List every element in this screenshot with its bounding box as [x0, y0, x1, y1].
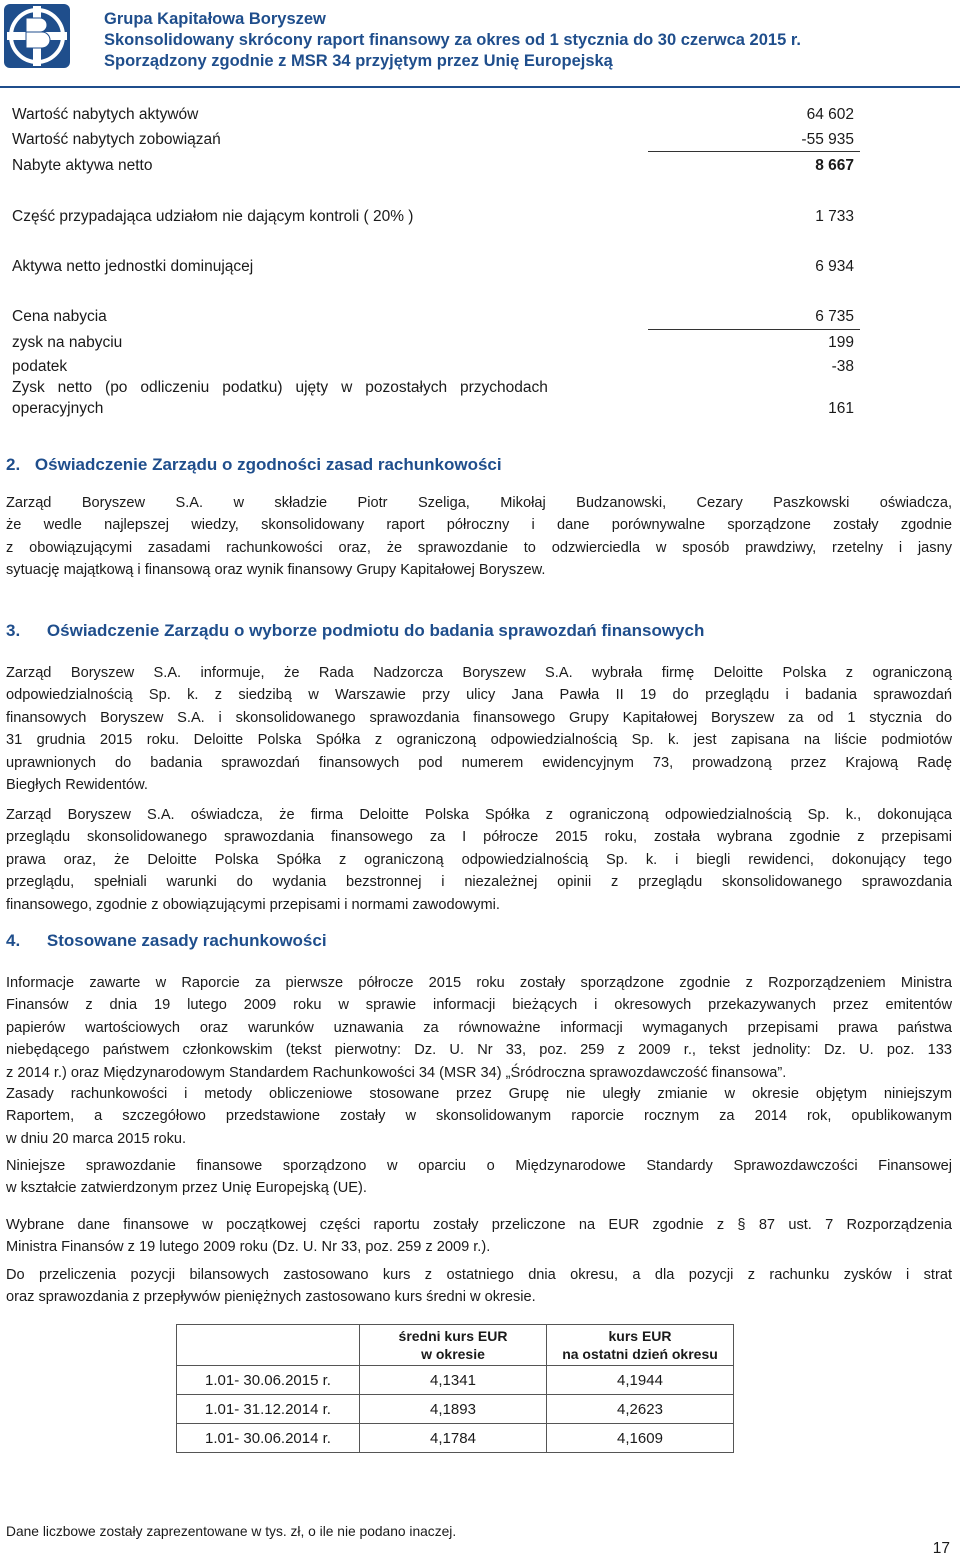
table-header-row: [177, 1325, 734, 1366]
acq-liabilities-label: Wartość nabytych zobowiązań: [12, 131, 221, 148]
header-line: średni kurs EUR: [398, 1328, 508, 1344]
text-line: z 2014 r.) oraz Międzynarodowym Standardem Rachunkowości 34 (MSR 34) „Śródroczna sprawozdawczość finansowa”.: [6, 1064, 787, 1081]
text-line: w kształcie zatwierdzonym przez Unię Europejską (UE).: [6, 1180, 367, 1197]
report-standard: Sporządzony zgodnie z MSR 34 przyjętym przez Unię Europejską: [104, 52, 613, 70]
table-row: [177, 1366, 734, 1395]
text-line: Ministra Finansów z 19 lutego 2009 roku (Dz. U. Nr 33, poz. 259 z 2009 r.).: [6, 1239, 491, 1256]
section-4-paragraph-3: [6, 1155, 952, 1200]
table-header-empty: [177, 1325, 360, 1366]
end-rate-cell: 4,1609: [547, 1424, 734, 1453]
acq-tax-row: [12, 357, 860, 377]
text-line: przeglądu, spełniali warunki do wydania bezstronnej i niezależnej opinii z przeglądu skonsolidowanego sprawozdania: [6, 874, 952, 891]
acq-parent-row: [12, 257, 860, 277]
text-line: Zarząd Boryszew S.A. informuje, że Rada Nadzorcza Boryszew S.A. wybrała firmę Deloitte Polska z ograniczoną: [6, 665, 952, 681]
acq-net-row: [12, 156, 860, 176]
acq-netgain-value: 161: [828, 400, 854, 417]
text-line: finansowego, zgodnie z obowiązującymi przepisami i normami zawodowymi.: [6, 896, 500, 913]
end-rate-cell: 4,2623: [547, 1395, 734, 1424]
period-cell: 1.01- 30.06.2015 r.: [177, 1366, 360, 1395]
avg-rate-cell: 4,1341: [360, 1366, 547, 1395]
text-line: Wybrane dane finansowe w początkowej części raportu zostały przeliczone na EUR zgodnie z § 87 ust. 7 Rozporządzenia: [6, 1217, 952, 1233]
boryszew-logo: [4, 4, 70, 68]
section-title: Oświadczenie Zarządu o wyborze podmiotu do badania sprawozdań finansowych: [46, 621, 705, 640]
page-number: 17: [932, 1540, 950, 1557]
text-line: niebędącego państwem członkowskim (tekst pierwotny: Dz. U. Nr 33, poz. 259 z 2009 r., tekst jednolity: Dz. U. poz. 133: [6, 1042, 952, 1059]
table-header-end: [547, 1325, 734, 1366]
acq-gain-value: 199: [828, 334, 854, 351]
text-line: finansowych Boryszew S.A. i skonsolidowanego sprawozdania finansowego Grupy Kapitałowej Boryszew za od 1 stycznia do: [6, 709, 952, 726]
acq-netgain-label: operacyjnych: [12, 400, 104, 417]
section-number: 2.: [6, 455, 21, 474]
section-4-heading: [6, 931, 327, 951]
header-line: na ostatni dzień okresu: [562, 1346, 718, 1362]
text-line: w dniu 20 marca 2015 roku.: [6, 1130, 187, 1147]
section-3-paragraph-1: [6, 662, 952, 796]
sum-line: [648, 329, 860, 330]
text-line: uprawnionych do badania sprawozdań finansowych pod numerem ewidencyjnym 73, prowadzoną przez Krajową Radę: [6, 754, 952, 771]
text-line: Finansów z dnia 19 lutego 2009 roku w sprawie informacji bieżących i okresowych przekazywanych przez emitentów: [6, 997, 952, 1014]
text-line: Niniejsze sprawozdanie finansowe sporządzono w oparciu o Międzynarodowe Standardy Sprawozdawczości Finansowej: [6, 1158, 952, 1174]
section-4-paragraph-1: [6, 972, 952, 1084]
text-line: Informacje zawarte w Raporcie za pierwsze półrocze 2015 roku zostały sporządzone zgodnie z Rozporządzeniem Ministra: [6, 975, 952, 991]
section-4-paragraph-4: [6, 1214, 952, 1259]
table-header-avg: [360, 1325, 547, 1366]
acq-netgain-row: [12, 399, 860, 419]
text-line: Do przeliczenia pozycji bilansowych zastosowano kurs z ostatniego dnia okresu, a dla pozycji z rachunku zysków i strat: [6, 1267, 952, 1283]
section-4-paragraph-5: [6, 1264, 952, 1309]
acq-liabilities-value: -55 935: [801, 131, 854, 148]
acq-netgain-line1: Zysk netto (po odliczeniu podatku) ujęty w pozostałych przychodach: [12, 379, 548, 396]
acq-price-label: Cena nabycia: [12, 308, 107, 325]
section-title: Stosowane zasady rachunkowości: [46, 931, 327, 950]
section-2-heading: [6, 455, 502, 475]
acq-nci-value: 1 733: [815, 208, 854, 225]
end-rate-cell: 4,1944: [547, 1366, 734, 1395]
section-3-paragraph-2: [6, 804, 952, 916]
text-line: z obowiązującymi zasadami rachunkowości oraz, że sprawozdanie to odzwierciedla w sposób prawdziwy, rzetelny i jasny: [6, 539, 952, 556]
table-row: [177, 1395, 734, 1424]
text-line: sytuację majątkową i finansową oraz wynik finansowy Grupy Kapitałowej Boryszew.: [6, 562, 546, 579]
header-line: kurs EUR: [608, 1328, 672, 1344]
text-line: przeglądu skonsolidowanego sprawozdania finansowego za I półrocze 2015 roku, została wybrana zgodnie z przepisami: [6, 829, 952, 846]
acq-assets-label: Wartość nabytych aktywów: [12, 106, 199, 123]
text-line: Raportem, a szczegółowo przedstawione zostały w skonsolidowanym raporcie rocznym za 2014 rok, opublikowanym: [6, 1108, 952, 1125]
acq-parent-label: Aktywa netto jednostki dominującej: [12, 258, 254, 275]
acq-nci-label: Część przypadająca udziałom nie dającym kontroli ( 20% ): [12, 208, 414, 225]
text-line: 31 grudnia 2015 roku. Deloitte Polska Spółka z ograniczoną odpowiedzialnością Sp. k. jest zapisana na liście podmiotów: [6, 732, 952, 749]
text-line: oraz sprawozdania z przepływów pieniężnych zastosowano kurs średni w okresie.: [6, 1289, 536, 1306]
section-3-heading: [6, 621, 704, 641]
sum-line: [648, 151, 860, 152]
header-divider: [0, 86, 960, 88]
acq-parent-value: 6 934: [815, 258, 854, 275]
acq-net-value: 8 667: [815, 157, 854, 174]
report-title: Skonsolidowany skrócony raport finansowy za okres od 1 stycznia do 30 czerwca 2015 r.: [104, 31, 801, 49]
acq-assets-value: 64 602: [806, 106, 854, 123]
period-cell: 1.01- 30.06.2014 r.: [177, 1424, 360, 1453]
acq-gain-label: zysk na nabyciu: [12, 334, 123, 351]
text-line: że wedle najlepszej wiedzy, skonsolidowany raport półroczny i dane porównywalne sporządzone zostały zgodnie: [6, 517, 952, 534]
table-row: [177, 1424, 734, 1453]
text-line: papierów wartościowych oraz warunków uznawania za równoważne informacji wymaganych przepisami prawa państwa: [6, 1019, 952, 1036]
text-line: odpowiedzialnością Sp. k. z siedzibą w Warszawie przy ulicy Jana Pawła II 19 do przeglądu i badania sprawozdań: [6, 687, 952, 704]
acq-assets-row: [12, 105, 860, 125]
eur-rates-table: [176, 1324, 734, 1453]
text-line: Zasady rachunkowości i metody obliczeniowe stosowane przez Grupę nie uległy zmianie w okresie objętym niniejszym: [6, 1086, 952, 1102]
footer-note: Dane liczbowe zostały zaprezentowane w tys. zł, o ile nie podano inaczej.: [6, 1524, 457, 1539]
acq-price-row: [12, 307, 860, 327]
acq-price-value: 6 735: [815, 308, 854, 325]
avg-rate-cell: 4,1784: [360, 1424, 547, 1453]
avg-rate-cell: 4,1893: [360, 1395, 547, 1424]
company-name: Grupa Kapitałowa Boryszew: [104, 10, 326, 28]
section-4-paragraph-2: [6, 1083, 952, 1150]
acq-net-label: Nabyte aktywa netto: [12, 157, 153, 174]
header-line: w okresie: [421, 1346, 485, 1362]
section-title: Oświadczenie Zarządu o zgodności zasad rachunkowości: [34, 455, 502, 474]
section-2-paragraph: [6, 492, 952, 582]
acq-tax-label: podatek: [12, 358, 68, 375]
acq-liabilities-row: [12, 130, 860, 150]
section-number: 3.: [6, 621, 21, 640]
text-line: Biegłych Rewidentów.: [6, 776, 148, 793]
period-cell: 1.01- 31.12.2014 r.: [177, 1395, 360, 1424]
acq-nci-row: [12, 207, 860, 227]
text-line: Zarząd Boryszew S.A. oświadcza, że firma Deloitte Polska Spółka z ograniczoną odpowiedzialnością Sp. k., dokonująca: [6, 807, 952, 823]
text-line: Zarząd Boryszew S.A. w składzie Piotr Szeliga, Mikołaj Budzanowski, Cezary Paszkowski oświadcza,: [6, 495, 952, 511]
section-number: 4.: [6, 931, 21, 950]
text-line: prawa oraz, że Deloitte Polska Spółka z ograniczoną odpowiedzialnością Sp. k. i biegli rewidenci, dokonujący tego: [6, 851, 952, 868]
acq-tax-value: -38: [831, 358, 854, 375]
acq-gain-row: [12, 333, 860, 353]
